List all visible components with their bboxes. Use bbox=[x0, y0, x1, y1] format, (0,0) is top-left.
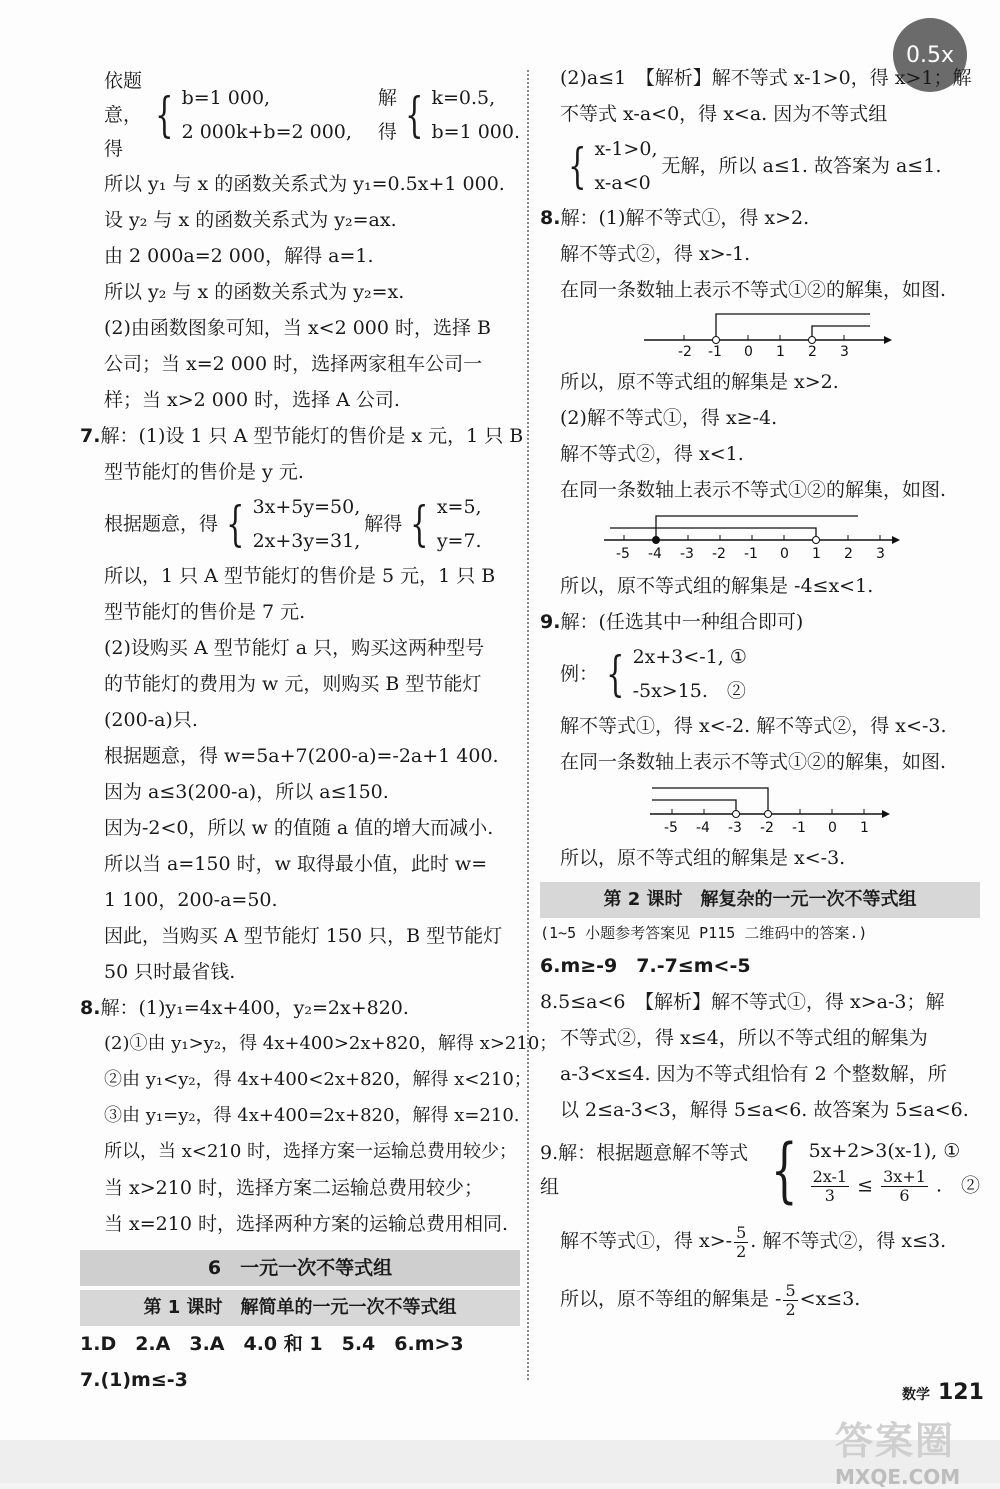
svg-text:-5: -5 bbox=[664, 820, 678, 836]
question-number: 8. bbox=[540, 207, 561, 229]
svg-text:-4: -4 bbox=[696, 820, 710, 836]
tick bbox=[664, 809, 678, 836]
text-line bbox=[540, 1277, 980, 1321]
equation-system bbox=[633, 640, 747, 708]
question-number: 9. bbox=[540, 611, 561, 633]
svg-text:-1: -1 bbox=[744, 546, 758, 562]
svg-text:-1: -1 bbox=[708, 344, 722, 360]
page-footer bbox=[902, 1380, 984, 1405]
svg-text:3: 3 bbox=[840, 344, 849, 360]
fraction bbox=[783, 1282, 797, 1319]
text-line: (2)解不等式①，得 x≥-4. bbox=[560, 407, 778, 429]
text: 解：(1)y₁=4x+400，y₂=2x+820. bbox=[100, 997, 409, 1019]
text-line: 公司；当 x=2 000 时，选择两家租车公司一 bbox=[104, 353, 483, 375]
text-line: 所以，1 只 A 型节能灯的售价是 5 元，1 只 B bbox=[104, 565, 496, 587]
open-point bbox=[765, 811, 772, 818]
text-line: 以 2≤a-3<3，解得 5≤a<6. 故答案为 5≤a<6. bbox=[560, 1099, 969, 1121]
tick bbox=[744, 335, 753, 360]
system-line bbox=[540, 640, 980, 708]
equation-system bbox=[253, 490, 361, 558]
text-line: 解不等式②，得 x<1. bbox=[560, 443, 744, 465]
question-8 bbox=[540, 200, 980, 236]
text-line: 型节能灯的售价是 y 元. bbox=[104, 461, 304, 483]
text-line: 因为 a≤3(200-a)，所以 a≤150. bbox=[104, 781, 389, 803]
equation-system bbox=[809, 1134, 980, 1205]
solution-ray-2 bbox=[812, 326, 870, 340]
text-line: 在同一条数轴上表示不等式①②的解集，如图. bbox=[560, 279, 947, 301]
equation: y=7. bbox=[436, 530, 482, 552]
text-line: 当 x>210 时，选择方案二运输总费用较少； bbox=[104, 1177, 483, 1199]
text-line: 样；当 x>2 000 时，选择 A 公司. bbox=[104, 389, 400, 411]
text-line: 根据题意，得 w=5a+7(200-a)=-2a+1 400. bbox=[104, 745, 499, 767]
equation: b=1 000. bbox=[431, 121, 520, 143]
solution-ray-1 bbox=[716, 314, 870, 340]
text-line: (2)由函数图象可知，当 x<2 000 时，选择 B bbox=[104, 317, 492, 339]
text-line: 不等式 x-a<0，得 x<a. 因为不等式组 bbox=[560, 103, 888, 125]
text: 解得 bbox=[364, 513, 403, 535]
equation: 5x+2>3(x-1), ① bbox=[808, 1140, 961, 1162]
text: 解：(1)设 1 只 A 型节能灯的售价是 x 元，1 只 B bbox=[100, 425, 524, 447]
text-line: 所以，原不等式组的解集是 x>2. bbox=[560, 371, 839, 393]
equation-system bbox=[431, 81, 520, 149]
svg-text:-5: -5 bbox=[616, 546, 630, 562]
brace: { bbox=[226, 496, 245, 552]
svg-text:2: 2 bbox=[808, 344, 817, 360]
numerator: 5 bbox=[736, 1222, 747, 1242]
text-line: (200-a)只. bbox=[104, 709, 198, 731]
denominator: 2 bbox=[785, 1299, 796, 1319]
left-column bbox=[80, 60, 558, 1398]
equation: 2x+3y=31, bbox=[252, 530, 361, 552]
text: 例： bbox=[560, 663, 599, 685]
text-line: 当 x=210 时，选择两种方案的运输总费用相同. bbox=[104, 1213, 509, 1235]
closed-point bbox=[653, 537, 660, 544]
system-line bbox=[540, 1128, 980, 1211]
tick bbox=[696, 809, 710, 836]
svg-text:-3: -3 bbox=[728, 820, 742, 836]
solution-ray-1 bbox=[652, 788, 768, 814]
operator: ≤ bbox=[857, 1174, 874, 1197]
svg-text:-2: -2 bbox=[760, 820, 774, 836]
answer-line: 7.(1)m≤-3 bbox=[80, 1369, 188, 1391]
text-line: 型节能灯的售价是 7 元. bbox=[104, 601, 306, 623]
right-column bbox=[540, 60, 980, 1321]
brace: { bbox=[606, 646, 625, 702]
text: 解得 bbox=[377, 87, 397, 143]
numerator: 5 bbox=[785, 1280, 796, 1300]
number-line-2 bbox=[540, 508, 980, 564]
text: 9.解：根据题意解不等式组 bbox=[540, 1141, 749, 1198]
fraction bbox=[881, 1168, 928, 1205]
denominator: 3 bbox=[824, 1186, 835, 1205]
system-line bbox=[80, 490, 520, 558]
equation-system bbox=[437, 490, 482, 558]
numerator: 2x-1 bbox=[812, 1167, 848, 1186]
zoom-label: 0.5x bbox=[905, 42, 954, 68]
equation: -5x>15. ② bbox=[632, 680, 746, 702]
svg-text:0: 0 bbox=[744, 344, 753, 360]
open-point bbox=[733, 811, 740, 818]
tick bbox=[712, 535, 726, 562]
equation: 2x+3<-1, ① bbox=[632, 646, 747, 668]
brace: { bbox=[405, 87, 424, 143]
text-line: 设 y₂ 与 x 的函数关系式为 y₂=ax. bbox=[104, 209, 397, 231]
text: 解不等式①，得 x>- bbox=[560, 1230, 733, 1252]
svg-text:-1: -1 bbox=[792, 820, 806, 836]
svg-text:0: 0 bbox=[780, 546, 789, 562]
text: . ② bbox=[935, 1174, 980, 1197]
section-subtitle: 第 1 课时 解简单的一元一次不等式组 bbox=[80, 1290, 520, 1326]
text-line: (2)设购买 A 型节能灯 a 只，购买这两种型号 bbox=[104, 637, 485, 659]
question-7 bbox=[80, 418, 524, 454]
text-line bbox=[540, 60, 980, 96]
text-line: 1 100，200-a=50. bbox=[104, 889, 278, 911]
watermark-url: MXQE.COM bbox=[835, 1465, 961, 1489]
text-line: a-3<x≤4. 因为不等式组恰有 2 个整数解，所 bbox=[560, 1063, 947, 1085]
text-line bbox=[540, 1219, 980, 1263]
number-line-1 bbox=[540, 308, 980, 360]
tick bbox=[844, 535, 853, 562]
text-line: 所以当 a=150 时，w 取得最小值，此时 w= bbox=[104, 853, 488, 875]
equation: x=5, bbox=[436, 496, 482, 518]
section-title: 6 一元一次不等式组 bbox=[80, 1250, 520, 1286]
tick bbox=[776, 335, 785, 360]
text-line: 在同一条数轴上表示不等式①②的解集，如图. bbox=[560, 479, 947, 501]
text-line: 因此，当购买 A 型节能灯 150 只，B 型节能灯 bbox=[104, 925, 503, 947]
tick bbox=[680, 535, 694, 562]
svg-text:-3: -3 bbox=[680, 546, 694, 562]
text-line: 由 2 000a=2 000，解得 a=1. bbox=[104, 245, 374, 267]
svg-text:0: 0 bbox=[828, 820, 837, 836]
equation: x-1>0, bbox=[594, 138, 658, 160]
tick bbox=[828, 809, 837, 836]
system-line bbox=[540, 132, 980, 200]
denominator: 2 bbox=[736, 1241, 747, 1261]
tick bbox=[744, 535, 758, 562]
question-8 bbox=[80, 990, 520, 1026]
text: 无解，所以 a≤1. 故答案为 a≤1. bbox=[661, 155, 942, 177]
text-line: 所以，原不等式组的解集是 x<-3. bbox=[560, 847, 846, 869]
number-line-1-ticks bbox=[678, 335, 849, 360]
open-point bbox=[713, 337, 720, 344]
equation: x-a<0 bbox=[594, 172, 651, 194]
equation: 2 000k+b=2 000, bbox=[181, 121, 352, 143]
fraction bbox=[811, 1168, 850, 1205]
text-line: 8.5≤a<6 【解析】解不等式①，得 x>a-3；解 bbox=[540, 991, 945, 1013]
open-point bbox=[809, 337, 816, 344]
text-line: 的节能灯的费用为 w 元，则购买 B 型节能灯 bbox=[104, 673, 482, 695]
subject-label: 数学 bbox=[902, 1387, 930, 1403]
tick bbox=[792, 809, 806, 836]
question-9 bbox=[540, 604, 980, 640]
svg-text:1: 1 bbox=[812, 546, 821, 562]
tick bbox=[678, 335, 692, 360]
solution-ray-2 bbox=[610, 528, 816, 540]
svg-text:-4: -4 bbox=[648, 546, 662, 562]
svg-text:1: 1 bbox=[860, 820, 869, 836]
text-line: 所以 y₁ 与 x 的函数关系式为 y₁=0.5x+1 000. bbox=[104, 173, 505, 195]
text: (2)a≤1 【解析】解不等式 x-1>0，得 x>1；解 bbox=[560, 67, 972, 89]
column-divider bbox=[527, 70, 529, 1380]
text-line: 所以，当 x<210 时，选择方案一运输总费用较少； bbox=[104, 1141, 518, 1162]
svg-text:2: 2 bbox=[844, 546, 853, 562]
numerator: 3x+1 bbox=[883, 1167, 926, 1186]
text-line: 在同一条数轴上表示不等式①②的解集，如图. bbox=[560, 751, 947, 773]
text-line: ②由 y₁<y₂，得 4x+400<2x+820，解得 x<210； bbox=[104, 1069, 532, 1090]
text: 依题意，得 bbox=[104, 70, 143, 160]
solution-ray-2 bbox=[652, 800, 736, 814]
note-line: (1~5 小题参考答案见 P115 二维码中的答案.) bbox=[540, 924, 868, 942]
text-line: 不等式②，得 x≤4，所以不等式组的解集为 bbox=[560, 1027, 928, 1049]
brace: { bbox=[410, 496, 429, 552]
brace: { bbox=[155, 87, 174, 143]
page-number: 121 bbox=[938, 1380, 984, 1405]
brace: { bbox=[770, 1128, 798, 1211]
equation-system bbox=[595, 132, 658, 200]
equation-system bbox=[182, 81, 352, 149]
watermark-title: 答案圈 bbox=[835, 1419, 956, 1463]
text: 解：(1)解不等式①，得 x>2. bbox=[560, 207, 810, 229]
text: 解：(任选其中一种组合即可) bbox=[560, 611, 804, 633]
text: 所以，原不等组的解集是 - bbox=[560, 1288, 782, 1310]
number-line-3 bbox=[540, 780, 980, 836]
open-point bbox=[813, 537, 820, 544]
svg-text:-2: -2 bbox=[678, 344, 692, 360]
tick bbox=[840, 335, 849, 360]
text-line: 解不等式②，得 x>-1. bbox=[560, 243, 751, 265]
tick bbox=[616, 535, 630, 562]
tick bbox=[780, 535, 789, 562]
text-line: 50 只时最省钱. bbox=[104, 961, 236, 983]
text: 根据题意，得 bbox=[104, 513, 219, 535]
answer-line: 6.m≥-9 7.-7≤m<-5 bbox=[540, 955, 751, 977]
equation bbox=[809, 1168, 980, 1205]
equation: b=1 000, bbox=[181, 87, 271, 109]
text: <x≤3. bbox=[799, 1288, 861, 1310]
equation: 3x+5y=50, bbox=[252, 496, 361, 518]
text-line: 解不等式①，得 x<-2. 解不等式②，得 x<-3. bbox=[560, 715, 947, 737]
question-number: 7. bbox=[80, 425, 101, 447]
svg-text:3: 3 bbox=[876, 546, 885, 562]
svg-text:1: 1 bbox=[776, 344, 785, 360]
question-number: 8. bbox=[80, 997, 101, 1019]
answer-line: 1.D 2.A 3.A 4.0 和 1 5.4 6.m>3 bbox=[80, 1333, 464, 1355]
section-subtitle: 第 2 课时 解复杂的一元一次不等式组 bbox=[540, 882, 980, 918]
text-line: (2)①由 y₁>y₂，得 4x+400>2x+820，解得 x>210； bbox=[104, 1033, 558, 1054]
text-line: 因为-2<0，所以 w 的值随 a 值的增大而减小. bbox=[104, 817, 494, 839]
fraction bbox=[734, 1224, 748, 1261]
denominator: 6 bbox=[899, 1186, 910, 1205]
tick bbox=[860, 809, 869, 836]
text: . 解不等式②，得 x≤3. bbox=[750, 1230, 947, 1252]
watermark bbox=[835, 1410, 960, 1489]
system-line bbox=[80, 64, 520, 166]
tick bbox=[876, 535, 885, 562]
svg-text:-2: -2 bbox=[712, 546, 726, 562]
text-line: 所以 y₂ 与 x 的函数关系式为 y₂=x. bbox=[104, 281, 405, 303]
brace: { bbox=[568, 138, 587, 194]
text-line: ③由 y₁=y₂，得 4x+400=2x+820，解得 x=210. bbox=[104, 1105, 520, 1126]
equation: k=0.5, bbox=[431, 87, 496, 109]
text-line: 所以，原不等式组的解集是 -4≤x<1. bbox=[560, 575, 874, 597]
